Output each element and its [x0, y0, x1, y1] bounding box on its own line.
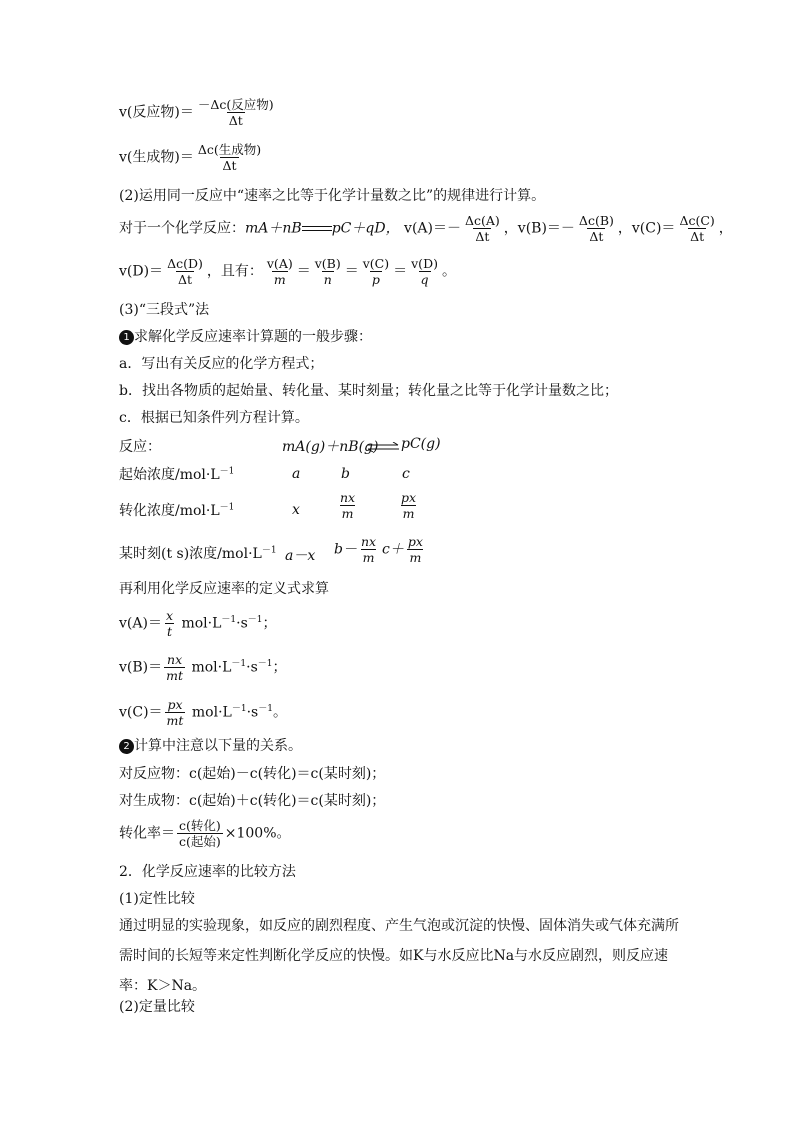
text: v(D)＝ — [119, 263, 164, 280]
time-c — [382, 534, 427, 565]
fraction — [463, 213, 502, 244]
start-b: b — [341, 466, 350, 482]
fraction — [177, 818, 223, 849]
formula-lhs: v(生成物)＝ — [119, 149, 194, 166]
text: b－ — [334, 541, 357, 558]
fraction — [406, 534, 425, 565]
circled-number-icon: 1 — [119, 330, 134, 345]
superscript: －1 — [257, 658, 273, 669]
denominator: m — [273, 272, 286, 287]
text: 。 — [441, 263, 456, 280]
denominator: c(起始) — [179, 834, 221, 849]
row-time-label — [119, 543, 277, 563]
numerator: nx — [340, 490, 356, 505]
numerator: Δc(C) — [679, 213, 715, 228]
fraction — [265, 256, 295, 287]
step-b: b．找出各物质的起始量、转化量、某时刻量；转化量之比等于化学计量数之比； — [119, 383, 618, 399]
fraction — [577, 213, 616, 244]
conv-a: x — [292, 502, 300, 518]
text: 转化浓度/mol·L — [119, 503, 220, 519]
reuse-text: 再利用化学反应速率的定义式求算 — [119, 581, 329, 597]
text: ·s — [236, 615, 248, 632]
denominator: mt — [166, 713, 184, 728]
text: ·s — [246, 659, 258, 676]
numerator: px — [167, 697, 183, 712]
text: ， — [718, 220, 733, 237]
section-2-title: 2．化学反应速率的比较方法 — [119, 864, 296, 880]
text: ； — [262, 615, 277, 632]
fraction — [313, 256, 343, 287]
rate-a — [119, 608, 277, 639]
denominator: m — [409, 550, 422, 565]
text: mol·L — [187, 704, 232, 721]
text: 对于一个化学反应： — [119, 220, 245, 237]
reaction-label: 反应： — [119, 439, 161, 455]
numerator: v(D) — [411, 256, 438, 271]
superscript: －1 — [221, 614, 237, 625]
rate-c — [119, 697, 287, 728]
denominator: mt — [166, 668, 184, 683]
general-reaction-line — [119, 213, 733, 244]
superscript: －1 — [231, 703, 247, 714]
text: mol·L — [177, 615, 222, 632]
relation-product: 对生成物：c(起始)＋c(转化)＝c(某时刻)； — [119, 793, 386, 809]
fraction — [164, 608, 175, 639]
fraction — [338, 490, 357, 521]
numerator: px — [401, 490, 417, 505]
numerator: nx — [360, 534, 377, 549]
text: mol·L — [187, 659, 232, 676]
text: ，且有： — [206, 263, 263, 280]
numerator: Δc(A) — [464, 213, 500, 228]
denominator: Δt — [222, 158, 237, 173]
reaction-right: pC(g) — [401, 436, 441, 452]
reaction-left: mA(g)＋nB(g) — [282, 439, 379, 455]
text: ，v(C)＝ — [617, 220, 676, 237]
denominator: m — [341, 506, 354, 521]
denominator: t — [166, 624, 172, 639]
ratio-line: v(D)＝ $\frac{\Delta c(D)}{\Delta t}$ ，且有： $\frac{v(A)}{m}$ ＝ $\frac{v(B)}{n}$ ＝ $\frac{v(C)}{p}$ ＝ $\frac{v(D)}{q}$ 。 — [119, 256, 456, 287]
relation-reactant: 对反应物：c(起始)－c(转化)＝c(某时刻)； — [119, 766, 386, 782]
products: pC＋qD， — [331, 220, 400, 237]
text: 求解化学反应速率计算题的一般步骤： — [134, 329, 372, 345]
text: v(B)＝ — [119, 659, 163, 676]
superscript: －1 — [219, 502, 235, 513]
start-a: a — [292, 466, 301, 482]
numerator: v(C) — [362, 256, 390, 271]
text: 转化率＝ — [119, 825, 175, 842]
numerator: －Δc(反应物) — [197, 97, 274, 112]
denominator: Δt — [228, 113, 243, 128]
formula-v-product — [119, 142, 265, 173]
numerator: Δc(B) — [578, 213, 614, 228]
text: ，v(B)＝－ — [503, 220, 575, 237]
fraction — [196, 142, 263, 173]
conversion-formula — [119, 818, 291, 849]
text: v(A)＝－ — [404, 220, 461, 237]
denominator: q — [420, 272, 429, 287]
fraction — [361, 256, 391, 287]
denominator: m — [402, 506, 415, 521]
reactants: mA＋nB — [245, 220, 302, 237]
time-b — [334, 534, 380, 565]
formula-v-reactant — [119, 97, 278, 128]
denominator: Δt — [475, 229, 490, 244]
time-a: a－x — [285, 548, 316, 564]
numerator: v(B) — [314, 256, 341, 271]
superscript: －1 — [261, 545, 277, 556]
start-c: c — [402, 466, 410, 482]
step-2 — [119, 737, 302, 755]
item-3-text: (3)“三段式”法 — [119, 302, 210, 318]
fraction — [677, 213, 716, 244]
superscript: －1 — [231, 658, 247, 669]
superscript: －1 — [219, 466, 235, 477]
superscript: －1 — [247, 614, 263, 625]
text: v(C)＝ — [119, 704, 163, 721]
fraction — [165, 697, 186, 728]
text: ·s — [246, 704, 259, 721]
denominator: Δt — [177, 272, 192, 287]
denominator: Δt — [589, 229, 604, 244]
numerator: nx — [167, 652, 183, 667]
text: c＋ — [382, 541, 404, 558]
equals-arrow — [302, 226, 332, 232]
step-c: c．根据已知条件列方程计算。 — [119, 410, 309, 426]
conv-c — [397, 490, 420, 521]
circled-number-icon: 2 — [119, 739, 134, 754]
numerator: Δc(D) — [167, 256, 203, 271]
fraction — [165, 256, 205, 287]
numerator: c(转化) — [179, 818, 221, 833]
row-convert-label — [119, 500, 234, 520]
text: v(A)＝ — [119, 615, 162, 632]
numerator: px — [407, 534, 423, 549]
numerator: Δc(生成物) — [197, 142, 262, 157]
numerator: x — [165, 608, 174, 623]
text: 。 — [272, 704, 287, 721]
text: 起始浓度/mol·L — [119, 467, 220, 483]
row-start-label — [119, 464, 234, 484]
text: 某时刻(t s)浓度/mol·L — [119, 546, 262, 562]
step-1 — [119, 328, 372, 346]
fraction — [359, 534, 378, 565]
denominator: Δt — [690, 229, 705, 244]
numerator: v(A) — [266, 256, 293, 271]
formula-lhs: v(反应物)＝ — [119, 104, 194, 121]
qualitative-text: 通过明显的实验现象，如反应的剧烈程度、产生气泡或沉淀的快慢、固体消失或气体充满所需时间的长短等来定性判断化学反应的快慢。如K与水反应比Na与水反应剧烈，则反应速率：K＞Na。 — [119, 918, 679, 994]
reversible-arrow-icon — [366, 440, 400, 456]
fraction — [196, 97, 276, 128]
qualitative-title: (1)定性比较 — [119, 891, 195, 907]
fraction — [164, 652, 185, 683]
quantitative-title: (2)定量比较 — [119, 999, 195, 1015]
fraction — [409, 256, 440, 287]
rate-b — [119, 652, 287, 683]
denominator: m — [362, 550, 375, 565]
text: 计算中注意以下量的关系。 — [134, 738, 302, 754]
fraction — [399, 490, 418, 521]
denominator: p — [371, 272, 380, 287]
step-a: a．写出有关反应的化学方程式； — [119, 356, 324, 372]
text: ； — [272, 659, 287, 676]
superscript: －1 — [258, 703, 273, 714]
item-2-text: (2)运用同一反应中“速率之比等于化学计量数之比”的规律进行计算。 — [119, 188, 546, 204]
conv-b — [336, 490, 359, 521]
text: ×100%。 — [224, 825, 291, 842]
denominator: n — [323, 272, 332, 287]
